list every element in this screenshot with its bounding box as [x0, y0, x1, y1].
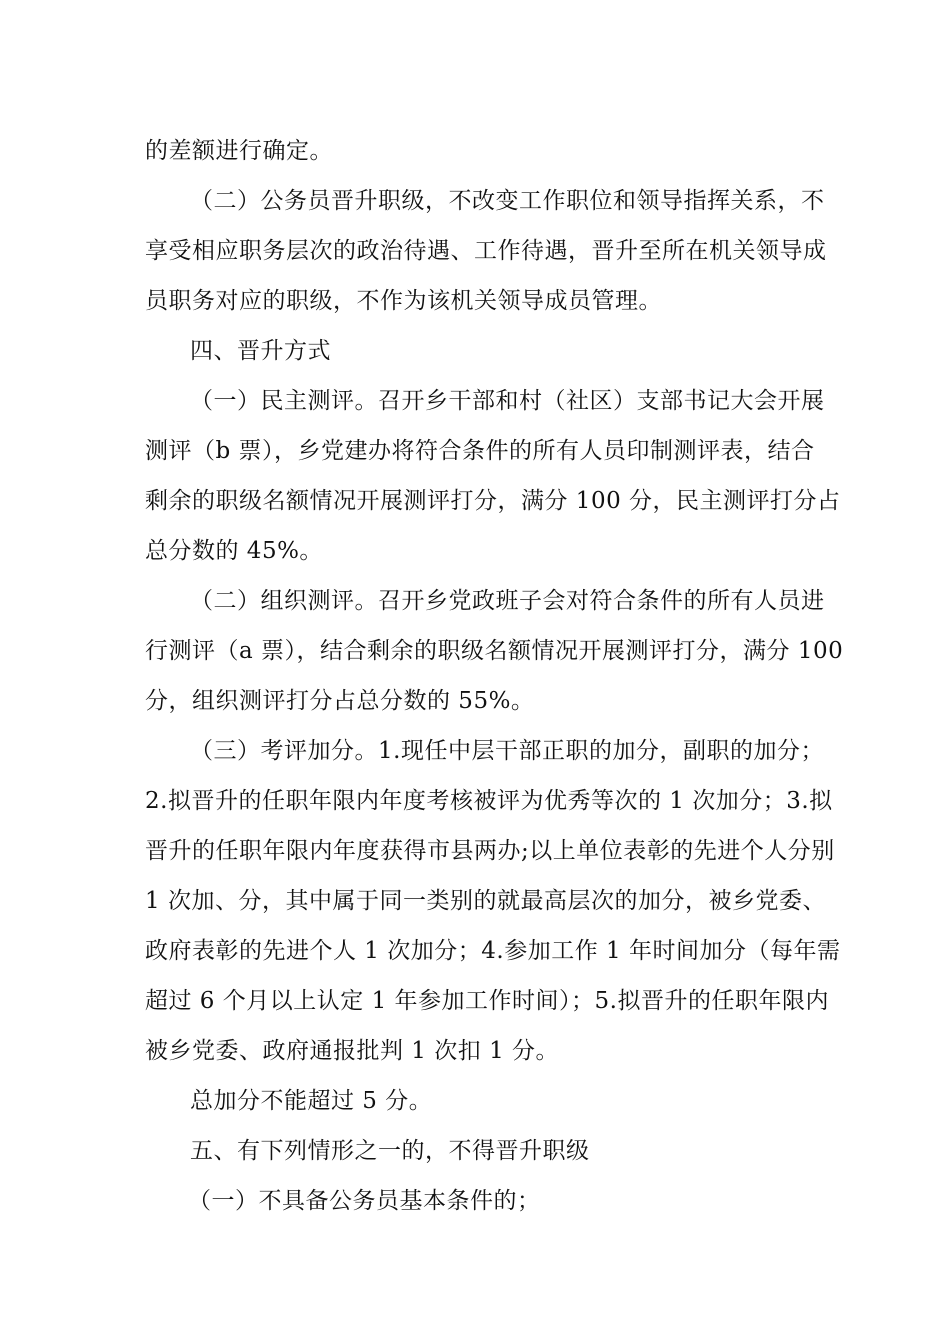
paragraph-line: 超过 6 个月以上认定 1 年参加工作时间）；5.拟晋升的任职年限内	[145, 988, 829, 1014]
paragraph-line: 晋升的任职年限内年度获得市县两办;以上单位表彰的先进个人分别	[145, 838, 835, 864]
paragraph-line: 员职务对应的职级，不作为该机关领导成员管理。	[145, 288, 662, 314]
paragraph-line: 政府表彰的先进个人 1 次加分；4.参加工作 1 年时间加分（每年需	[145, 938, 841, 964]
paragraph-line: 总分数的 45%。	[145, 538, 323, 564]
paragraph-line: （二）组织测评。召开乡党政班子会对符合条件的所有人员进	[190, 588, 825, 614]
paragraph-line: （二）公务员晋升职级，不改变工作职位和领导指挥关系，不	[190, 188, 825, 214]
paragraph-line: 被乡党委、政府通报批判 1 次扣 1 分。	[145, 1038, 560, 1064]
paragraph-line: （三）考评加分。1.现任中层干部正职的加分，副职的加分；	[190, 738, 824, 764]
paragraph-line: 行测评（a 票），结合剩余的职级名额情况开展测评打分，满分 100	[145, 638, 844, 664]
paragraph-line: 总加分不能超过 5 分。	[190, 1088, 433, 1114]
paragraph-line: 的差额进行确定。	[145, 138, 333, 164]
paragraph-line: 1 次加、分，其中属于同一类别的就最高层次的加分，被乡党委、	[145, 888, 826, 914]
paragraph-line: （一）民主测评。召开乡干部和村（社区）支部书记大会开展	[190, 388, 825, 414]
paragraph-line: 测评（b 票），乡党建办将符合条件的所有人员印制测评表，结合	[145, 438, 815, 464]
paragraph-line: 剩余的职级名额情况开展测评打分，满分 100 分，民主测评打分占	[145, 488, 841, 514]
section-heading: 五、有下列情形之一的，不得晋升职级	[190, 1138, 590, 1164]
paragraph-line: 分，组织测评打分占总分数的 55%。	[145, 688, 535, 714]
section-heading: 四、晋升方式	[190, 338, 331, 364]
paragraph-line: （一）不具备公务员基本条件的；	[188, 1188, 541, 1214]
paragraph-line: 2.拟晋升的任职年限内年度考核被评为优秀等次的 1 次加分；3.拟	[145, 788, 833, 814]
paragraph-line: 享受相应职务层次的政治待遇、工作待遇，晋升至所在机关领导成	[145, 238, 827, 264]
